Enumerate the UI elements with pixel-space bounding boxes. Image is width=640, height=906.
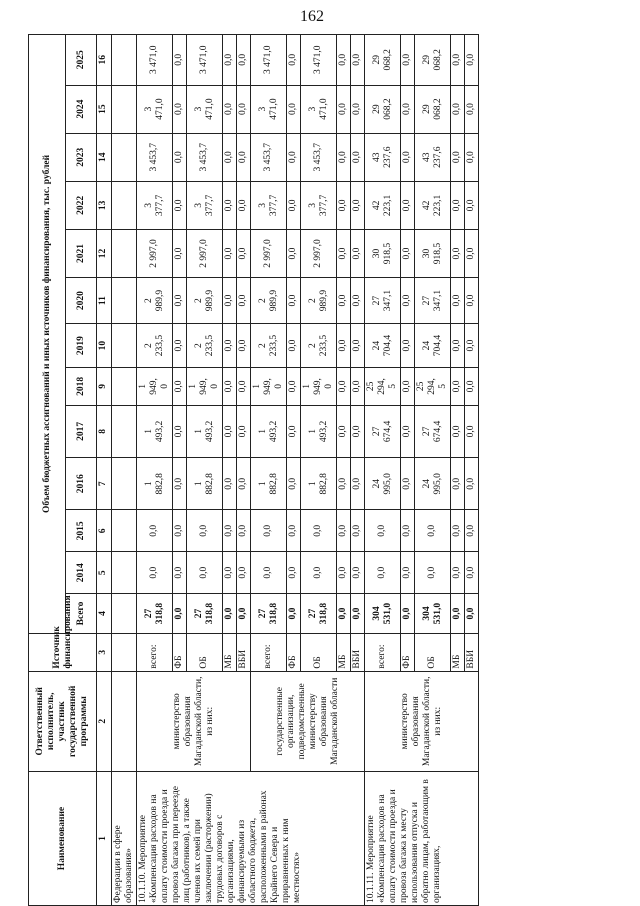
year-value-cell: 0,0	[465, 552, 479, 594]
year-value-cell: 27 674,4	[415, 405, 451, 457]
year-value-cell: 43 237,6	[415, 133, 451, 181]
year-value-cell: 0,0	[337, 405, 351, 457]
year-value-cell: 29 068,2	[415, 85, 451, 133]
year-value-cell: 0,0	[465, 133, 479, 181]
year-value-cell: 0,0	[287, 324, 301, 368]
year-value-cell: 0,0	[287, 35, 301, 86]
column-index: 1	[97, 772, 112, 906]
data-row	[365, 35, 401, 906]
total-value-cell: 0,0	[351, 594, 365, 634]
year-value-cell: 0,0	[415, 510, 451, 552]
column-index: 9	[97, 368, 112, 406]
total-value-cell: 27 318,8	[187, 594, 223, 634]
year-value-cell: 0,0	[465, 405, 479, 457]
year-value-cell: 0,0	[137, 552, 173, 594]
year-value-cell: 3 471,0	[137, 85, 173, 133]
column-index: 15	[97, 85, 112, 133]
year-value-cell: 0,0	[451, 229, 465, 277]
year-value-cell: 0,0	[223, 510, 237, 552]
source-cell: ВБИ	[351, 633, 365, 671]
year-value-cell: 0,0	[351, 324, 365, 368]
year-value-cell: 0,0	[187, 510, 223, 552]
year-value-cell: 0,0	[237, 278, 251, 324]
year-value-cell: 0,0	[451, 133, 465, 181]
year-value-cell: 0,0	[237, 510, 251, 552]
year-value-cell: 0,0	[465, 181, 479, 229]
column-index: 2	[97, 671, 112, 771]
year-value-cell: 0,0	[223, 324, 237, 368]
year-value-cell: 0,0	[287, 85, 301, 133]
header-year: 2014	[66, 552, 97, 594]
year-value-cell: 0,0	[173, 278, 187, 324]
total-value-cell: 0,0	[451, 594, 465, 634]
source-cell: ВБИ	[237, 633, 251, 671]
year-value-cell: 0,0	[401, 552, 415, 594]
year-value-cell: 0,0	[451, 181, 465, 229]
year-value-cell: 1 882,8	[251, 458, 287, 510]
year-value-cell: 0,0	[365, 510, 401, 552]
year-value-cell: 1 882,8	[187, 458, 223, 510]
source-cell: ВБИ	[465, 633, 479, 671]
year-value-cell: 0,0	[223, 368, 237, 406]
year-value-cell: 25 294, 5	[365, 368, 401, 406]
year-value-cell: 3 377,7	[187, 181, 223, 229]
year-value-cell: 0,0	[337, 368, 351, 406]
year-value-cell: 0,0	[401, 405, 415, 457]
year-value-cell: 2 233,5	[301, 324, 337, 368]
executor-cell: министерство образования Магаданской области, из них:	[365, 671, 479, 771]
year-value-cell: 0,0	[351, 552, 365, 594]
year-value-cell: 0,0	[365, 552, 401, 594]
column-index: 11	[97, 278, 112, 324]
year-value-cell: 0,0	[351, 229, 365, 277]
year-value-cell: 0,0	[173, 324, 187, 368]
year-value-cell: 1 949, 0	[301, 368, 337, 406]
year-value-cell: 0,0	[173, 458, 187, 510]
header-year: 2023	[66, 133, 97, 181]
year-value-cell: 0,0	[401, 229, 415, 277]
header-year: 2019	[66, 324, 97, 368]
year-value-cell: 42 223,1	[365, 181, 401, 229]
year-value-cell: 0,0	[401, 510, 415, 552]
year-value-cell: 0,0	[351, 85, 365, 133]
year-value-cell: 3 471,0	[137, 35, 173, 86]
year-value-cell: 0,0	[351, 133, 365, 181]
year-value-cell: 24 995,0	[415, 458, 451, 510]
continuation-name: Федерации в сфере образования»	[112, 772, 137, 906]
year-value-cell: 0,0	[465, 324, 479, 368]
header-year: 2018	[66, 368, 97, 406]
year-value-cell: 0,0	[337, 458, 351, 510]
column-index-row	[97, 35, 112, 906]
budget-table	[28, 34, 479, 906]
year-value-cell: 0,0	[451, 405, 465, 457]
year-value-cell: 24 995,0	[365, 458, 401, 510]
year-value-cell: 0,0	[187, 552, 223, 594]
year-value-cell: 1 949, 0	[137, 368, 173, 406]
header-year: 2020	[66, 278, 97, 324]
year-value-cell: 0,0	[287, 368, 301, 406]
header-executor: Ответственный исполнитель, участник государственной программы	[29, 671, 97, 771]
year-value-cell: 3 377,7	[251, 181, 287, 229]
source-cell: МБ	[223, 633, 237, 671]
year-value-cell: 0,0	[251, 510, 287, 552]
year-value-cell: 0,0	[401, 85, 415, 133]
year-value-cell: 0,0	[237, 85, 251, 133]
year-value-cell: 0,0	[173, 229, 187, 277]
header-year: 2024	[66, 85, 97, 133]
year-value-cell: 0,0	[465, 229, 479, 277]
column-index: 14	[97, 133, 112, 181]
executor-cell: государственные организации, подведомственные министерству образования Магаданской области	[251, 671, 365, 771]
year-value-cell: 0,0	[401, 35, 415, 86]
year-value-cell: 2 233,5	[137, 324, 173, 368]
year-value-cell: 1 949, 0	[187, 368, 223, 406]
column-index: 4	[97, 594, 112, 634]
year-value-cell: 0,0	[287, 458, 301, 510]
year-value-cell: 0,0	[137, 510, 173, 552]
header-year: 2025	[66, 35, 97, 86]
total-value-cell: 0,0	[173, 594, 187, 634]
year-value-cell: 1 493,2	[251, 405, 287, 457]
total-value-cell: 0,0	[287, 594, 301, 634]
year-value-cell: 2 989,9	[301, 278, 337, 324]
year-value-cell: 43 237,6	[365, 133, 401, 181]
rotated-table-container	[28, 34, 608, 906]
year-value-cell: 2 233,5	[251, 324, 287, 368]
column-index: 6	[97, 510, 112, 552]
year-value-cell: 27 674,4	[365, 405, 401, 457]
measure-name: 10.1.11. Мероприятие «Компенсация расходов на оплату стоимости проезда и провоза багажа к месту использования отпуска и обратно лицам, работающим в организациях,	[365, 772, 479, 906]
year-value-cell: 3 471,0	[251, 35, 287, 86]
year-value-cell: 0,0	[173, 510, 187, 552]
year-value-cell: 3 471,0	[187, 35, 223, 86]
year-value-cell: 0,0	[287, 405, 301, 457]
header-year: 2021	[66, 229, 97, 277]
year-value-cell: 0,0	[451, 85, 465, 133]
source-cell: ОБ	[415, 633, 451, 671]
year-value-cell: 42 223,1	[415, 181, 451, 229]
source-cell: всего:	[137, 633, 173, 671]
year-value-cell: 30 918,5	[365, 229, 401, 277]
total-value-cell: 0,0	[337, 594, 351, 634]
year-value-cell: 0,0	[451, 510, 465, 552]
year-value-cell: 3 377,7	[301, 181, 337, 229]
year-value-cell: 0,0	[351, 510, 365, 552]
year-value-cell: 0,0	[237, 133, 251, 181]
total-value-cell: 304 531,0	[415, 594, 451, 634]
year-value-cell: 0,0	[401, 133, 415, 181]
year-value-cell: 0,0	[401, 324, 415, 368]
year-value-cell: 24 704,4	[365, 324, 401, 368]
year-value-cell: 0,0	[351, 458, 365, 510]
header-year: 2016	[66, 458, 97, 510]
page-number: 162	[300, 8, 324, 25]
year-value-cell: 0,0	[465, 368, 479, 406]
year-value-cell: 0,0	[237, 368, 251, 406]
year-value-cell: 0,0	[351, 405, 365, 457]
year-value-cell: 0,0	[237, 35, 251, 86]
year-value-cell: 0,0	[223, 458, 237, 510]
year-value-cell: 2 989,9	[251, 278, 287, 324]
year-value-cell: 0,0	[337, 133, 351, 181]
year-value-cell: 2 997,0	[301, 229, 337, 277]
year-value-cell: 27 347,1	[415, 278, 451, 324]
year-value-cell: 0,0	[287, 278, 301, 324]
year-value-cell: 0,0	[337, 181, 351, 229]
total-value-cell: 27 318,8	[301, 594, 337, 634]
source-cell: ОБ	[301, 633, 337, 671]
year-value-cell: 0,0	[223, 229, 237, 277]
year-value-cell: 0,0	[173, 181, 187, 229]
year-value-cell: 0,0	[401, 181, 415, 229]
year-value-cell: 0,0	[465, 278, 479, 324]
header-year: 2015	[66, 510, 97, 552]
header-volume: Объем бюджетных ассигнований и иных источников финансирования, тыс. рублей	[29, 35, 66, 634]
year-value-cell: 0,0	[465, 510, 479, 552]
year-value-cell: 0,0	[351, 278, 365, 324]
column-index: 3	[97, 633, 112, 671]
column-index: 13	[97, 181, 112, 229]
data-row	[137, 35, 173, 906]
table-body	[112, 35, 479, 906]
year-value-cell: 0,0	[223, 552, 237, 594]
source-cell: ФБ	[401, 633, 415, 671]
year-value-cell: 3 453,7	[137, 133, 173, 181]
year-value-cell: 0,0	[401, 368, 415, 406]
year-value-cell: 0,0	[451, 552, 465, 594]
source-cell: ФБ	[287, 633, 301, 671]
year-value-cell: 0,0	[223, 278, 237, 324]
year-value-cell: 0,0	[173, 368, 187, 406]
year-value-cell: 0,0	[223, 405, 237, 457]
year-value-cell: 0,0	[351, 368, 365, 406]
year-value-cell: 3 453,7	[301, 133, 337, 181]
year-value-cell: 0,0	[223, 133, 237, 181]
year-value-cell: 0,0	[237, 405, 251, 457]
year-value-cell: 3 377,7	[137, 181, 173, 229]
year-value-cell: 3 471,0	[301, 35, 337, 86]
year-value-cell: 0,0	[465, 458, 479, 510]
year-value-cell: 0,0	[465, 35, 479, 86]
year-value-cell: 0,0	[337, 85, 351, 133]
year-value-cell: 0,0	[173, 35, 187, 86]
year-value-cell: 0,0	[465, 85, 479, 133]
year-value-cell: 0,0	[173, 133, 187, 181]
total-value-cell: 27 318,8	[251, 594, 287, 634]
year-value-cell: 3 471,0	[251, 85, 287, 133]
total-value-cell: 0,0	[401, 594, 415, 634]
year-value-cell: 0,0	[237, 324, 251, 368]
source-cell: ФБ	[173, 633, 187, 671]
year-value-cell: 0,0	[401, 278, 415, 324]
source-cell: всего:	[365, 633, 401, 671]
header-year: 2022	[66, 181, 97, 229]
total-value-cell: 0,0	[223, 594, 237, 634]
total-value-cell: 0,0	[465, 594, 479, 634]
year-value-cell: 0,0	[287, 181, 301, 229]
year-value-cell: 0,0	[415, 552, 451, 594]
year-value-cell: 3 471,0	[187, 85, 223, 133]
measure-name: 10.1.10. Мероприятие «Компенсация расходов на оплату стоимости проезда и провоза багажа при переезде лиц (работников), а также членов их семей при заключении (расторжении) трудовых договоров с организациями, финансируемыми из областного бюджета, расположенными в районах Крайнего Севера и приравненных к ним местностях»	[137, 772, 365, 906]
year-value-cell: 0,0	[287, 552, 301, 594]
source-cell: всего:	[251, 633, 287, 671]
source-cell: МБ	[451, 633, 465, 671]
year-value-cell: 2 233,5	[187, 324, 223, 368]
header-year: 2017	[66, 405, 97, 457]
total-value-cell: 304 531,0	[365, 594, 401, 634]
year-value-cell: 29 068,2	[415, 35, 451, 86]
source-cell: МБ	[337, 633, 351, 671]
year-value-cell: 0,0	[351, 181, 365, 229]
year-value-cell: 0,0	[237, 181, 251, 229]
year-value-cell: 30 918,5	[415, 229, 451, 277]
year-value-cell: 1 493,2	[301, 405, 337, 457]
column-index: 12	[97, 229, 112, 277]
year-value-cell: 0,0	[237, 552, 251, 594]
column-index: 10	[97, 324, 112, 368]
year-value-cell: 0,0	[287, 133, 301, 181]
year-value-cell: 2 989,9	[187, 278, 223, 324]
year-value-cell: 27 347,1	[365, 278, 401, 324]
year-value-cell: 0,0	[337, 229, 351, 277]
header-source: Источник финансирования	[29, 633, 97, 671]
year-value-cell: 0,0	[337, 552, 351, 594]
year-value-cell: 0,0	[337, 510, 351, 552]
year-value-cell: 0,0	[451, 35, 465, 86]
year-value-cell: 0,0	[451, 458, 465, 510]
year-value-cell: 29 068,2	[365, 85, 401, 133]
column-index: 5	[97, 552, 112, 594]
year-value-cell: 2 989,9	[137, 278, 173, 324]
year-value-cell: 2 997,0	[137, 229, 173, 277]
year-value-cell: 0,0	[223, 181, 237, 229]
header-total: Всего	[66, 594, 97, 634]
year-value-cell: 1 882,8	[137, 458, 173, 510]
year-value-cell: 0,0	[251, 552, 287, 594]
year-value-cell: 0,0	[337, 35, 351, 86]
year-value-cell: 3 453,7	[187, 133, 223, 181]
year-value-cell: 0,0	[451, 324, 465, 368]
executor-cell: министерство образования Магаданской области, из них:	[137, 671, 251, 771]
year-value-cell: 0,0	[301, 552, 337, 594]
year-value-cell: 0,0	[301, 510, 337, 552]
source-cell: ОБ	[187, 633, 223, 671]
year-value-cell: 1 882,8	[301, 458, 337, 510]
year-value-cell: 0,0	[287, 229, 301, 277]
year-value-cell: 0,0	[237, 458, 251, 510]
year-value-cell: 3 453,7	[251, 133, 287, 181]
year-value-cell: 0,0	[337, 324, 351, 368]
column-index: 7	[97, 458, 112, 510]
year-value-cell: 1 949, 0	[251, 368, 287, 406]
year-value-cell: 0,0	[401, 458, 415, 510]
year-value-cell: 0,0	[173, 552, 187, 594]
year-value-cell: 0,0	[287, 510, 301, 552]
header-name: Наименование	[29, 772, 97, 906]
year-value-cell: 0,0	[173, 85, 187, 133]
total-value-cell: 0,0	[237, 594, 251, 634]
year-value-cell: 1 493,2	[137, 405, 173, 457]
year-value-cell: 29 068,2	[365, 35, 401, 86]
year-value-cell: 0,0	[237, 229, 251, 277]
year-value-cell: 0,0	[223, 85, 237, 133]
year-value-cell: 3 471,0	[301, 85, 337, 133]
year-value-cell: 24 704,4	[415, 324, 451, 368]
year-value-cell: 25 294, 5	[415, 368, 451, 406]
year-value-cell: 2 997,0	[187, 229, 223, 277]
year-value-cell: 0,0	[451, 368, 465, 406]
year-value-cell: 0,0	[173, 405, 187, 457]
year-value-cell: 0,0	[223, 35, 237, 86]
year-value-cell: 2 997,0	[251, 229, 287, 277]
year-value-cell: 0,0	[337, 278, 351, 324]
column-index: 16	[97, 35, 112, 86]
year-value-cell: 1 493,2	[187, 405, 223, 457]
year-value-cell: 0,0	[351, 35, 365, 86]
total-value-cell: 27 318,8	[137, 594, 173, 634]
continuation-row	[112, 35, 137, 906]
year-value-cell: 0,0	[451, 278, 465, 324]
column-index: 8	[97, 405, 112, 457]
